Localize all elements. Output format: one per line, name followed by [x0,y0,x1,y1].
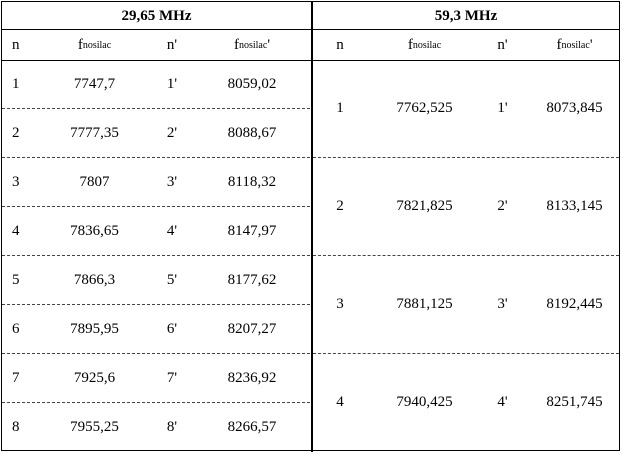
cell-nprime: 8' [166,418,178,435]
cell-f: 7777,35 [70,124,119,141]
cell-f: 7940,425 [396,394,453,410]
cell-fprime: 8236,92 [227,369,277,386]
cell-fprime: 8251,745 [546,394,603,410]
col-header-f-left: f nosilac [77,36,112,53]
cell-f: 7821,825 [396,198,453,214]
cell-f: 7925,6 [73,369,116,386]
cell-n: 3 [336,296,344,312]
col-header-f-right: f nosilac [407,36,442,53]
cell-fprime: 8266,57 [227,418,277,435]
col-header-nprime-left: n' [166,36,178,53]
cell-n: 7 [12,369,20,386]
frequency-table [1,1,620,451]
cell-fprime: 8177,62 [227,271,277,288]
cell-fprime: 8133,145 [546,198,603,214]
cell-nprime: 3' [497,296,508,312]
cell-f: 7836,65 [70,222,119,239]
cell-fprime: 8118,32 [227,173,277,190]
group-header-right: 59,3 MHz [434,7,498,24]
cell-fprime: 8088,67 [227,124,277,141]
cell-nprime: 2' [166,124,178,141]
cell-n: 8 [12,418,20,435]
cell-n: 2 [12,124,20,141]
cell-nprime: 4' [166,222,178,239]
cell-n: 2 [336,198,344,214]
group-header-left: 29,65 MHz [121,7,192,24]
cell-nprime: 1' [497,100,508,116]
cell-nprime: 4' [497,394,508,410]
cell-fprime: 8147,97 [227,222,277,239]
cell-nprime: 1' [166,75,178,92]
cell-n: 1 [12,75,20,92]
cell-nprime: 2' [497,198,508,214]
col-header-n-right: n [336,36,344,53]
cell-nprime: 6' [166,320,178,337]
cell-nprime: 7' [166,369,178,386]
cell-n: 6 [12,320,20,337]
cell-f: 7807 [79,173,110,190]
cell-f: 7866,3 [73,271,116,288]
cell-fprime: 8207,27 [227,320,277,337]
cell-fprime: 8073,845 [546,100,603,116]
cell-n: 3 [12,173,20,190]
cell-n: 4 [336,394,344,410]
col-header-fprime-left: f nosilac ' [233,36,271,53]
cell-n: 5 [12,271,20,288]
center-divider [311,2,313,452]
cell-f: 7881,125 [396,296,453,312]
cell-fprime: 8192,445 [546,296,603,312]
cell-f: 7747,7 [73,75,116,92]
cell-n: 4 [12,222,20,239]
cell-fprime: 8059,02 [227,75,277,92]
col-header-fprime-right: f nosilac ' [556,36,593,53]
cell-nprime: 5' [166,271,178,288]
cell-n: 1 [336,100,344,116]
cell-nprime: 3' [166,173,178,190]
cell-f: 7895,95 [70,320,119,337]
col-header-n-left: n [12,36,20,53]
cell-f: 7955,25 [70,418,119,435]
cell-f: 7762,525 [396,100,453,116]
col-header-nprime-right: n' [497,36,508,53]
